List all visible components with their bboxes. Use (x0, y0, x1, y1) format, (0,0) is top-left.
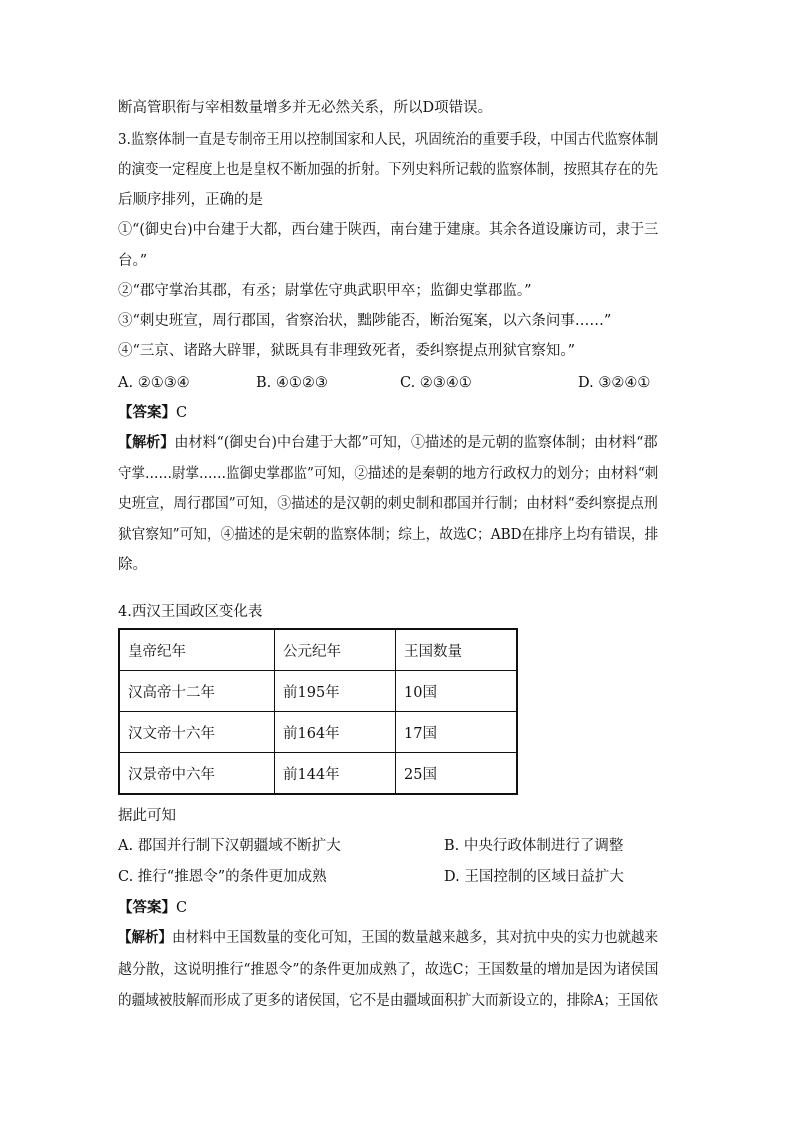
q4-option-a: A. 郡国并行制下汉朝疆域不断扩大 (118, 838, 341, 854)
q3-answer (118, 403, 187, 423)
q4-table (118, 628, 518, 795)
q4-analysis-label: 【解析】 (118, 929, 172, 946)
q4-answer-label: 【答案】 (118, 899, 176, 916)
q4-analysis-line-3: 的疆域被肢解而形成了更多的诸侯国，它不是由疆域面积扩大而新设立的，排除A；王国依 (118, 993, 658, 1009)
table-cell: 汉景帝中六年 (119, 753, 275, 795)
q3-answer-value: C (176, 405, 188, 421)
q4-option-c: C. 推行“推恩令”的条件更加成熟 (118, 869, 327, 885)
q3-source-2: ②“郡守掌治其郡，有丞；尉掌佐守典武职甲卒；监御史掌郡监。” (118, 283, 532, 299)
q3-analysis-label: 【解析】 (118, 434, 175, 451)
q4-option-d: D. 王国控制的区域日益扩大 (444, 869, 624, 885)
q4-after-table: 据此可知 (118, 808, 176, 824)
q3-option-b: B. ④①②③ (256, 375, 328, 391)
table-cell: 前195年 (275, 671, 396, 712)
q4-analysis-line-1: 【解析】由材料中王国数量的变化可知，王国的数量越来越多，其对抗中央的实力也就越来 (118, 929, 658, 946)
q3-source-1-cont: 台。” (118, 253, 148, 269)
table-cell: 10国 (396, 671, 518, 712)
table-cell: 汉文帝十六年 (119, 712, 275, 753)
table-header-cell: 皇帝纪年 (119, 629, 275, 671)
q3-stem-line-3: 后顺序排列，正确的是 (118, 192, 263, 208)
table-header-cell: 王国数量 (396, 629, 518, 671)
q4-analysis-line-2: 越分散，这说明推行“推恩令”的条件更加成熟了，故选C；王国数量的增加是因为诸侯国 (118, 962, 659, 978)
q3-analysis-line-1: 【解析】由材料“(御史台)中台建于大都”可知，①描述的是元朝的监察体制；由材料“郡 (118, 434, 658, 451)
table-row (119, 753, 517, 795)
q3-analysis-line-2: 守掌……尉掌……监御史掌郡监”可知，②描述的是秦朝的地方行政权力的划分；由材料“刺 (118, 466, 659, 482)
q3-stem-line-2: 的演变一定程度上也是皇权不断加强的折射。下列史料所记载的监察体制，按照其存在的先 (118, 162, 658, 178)
table-header-cell: 公元纪年 (275, 629, 396, 671)
previous-answer-text: 断高管职衔与宰相数量增多并无必然关系，所以D项错误。 (118, 100, 493, 116)
table-row (119, 671, 517, 712)
table-cell: 前144年 (275, 753, 396, 795)
table-cell: 25国 (396, 753, 518, 795)
q3-option-a: A. ②①③④ (118, 375, 190, 391)
table-cell: 17国 (396, 712, 518, 753)
q4-answer (118, 898, 187, 918)
q3-source-4: ④“三京、诸路大辟罪，狱既具有非理致死者，委纠察提点刑狱官察知。” (118, 343, 576, 359)
table-cell: 汉高帝十二年 (119, 671, 275, 712)
q4-stem: 4.西汉王国政区变化表 (118, 604, 263, 620)
q3-analysis-line-4: 狱官察知”可知，④描述的是宋朝的监察体制；综上，故选C；ABD在排序上均有错误，排 (118, 527, 659, 543)
table-row (119, 712, 517, 753)
q3-option-c: C. ②③④① (400, 375, 472, 391)
q3-source-3: ③“刺史班宣，周行郡国，省察治状，黜陟能否，断治冤案，以六条问事……” (118, 313, 612, 329)
q4-answer-value: C (176, 900, 188, 916)
q3-option-d: D. ③②④① (578, 375, 651, 391)
q3-stem-line-1: 3.监察体制一直是专制帝王用以控制国家和人民，巩固统治的重要手段，中国古代监察体制 (118, 132, 659, 148)
q3-source-1: ①“(御史台)中台建于大都，西台建于陕西，南台建于建康。其余各道设廉访司，隶于三 (118, 222, 659, 238)
q3-analysis-line-3: 史班宣，周行郡国”可知，③描述的是汉朝的刺史制和郡国并行制；由材料“委纠察提点刑 (118, 496, 658, 512)
table-cell: 前164年 (275, 712, 396, 753)
q3-answer-label: 【答案】 (118, 404, 176, 421)
q3-analysis-line-5: 除。 (118, 557, 147, 573)
q4-option-b: B. 中央行政体制进行了调整 (444, 838, 624, 854)
table-header-row (119, 629, 517, 671)
